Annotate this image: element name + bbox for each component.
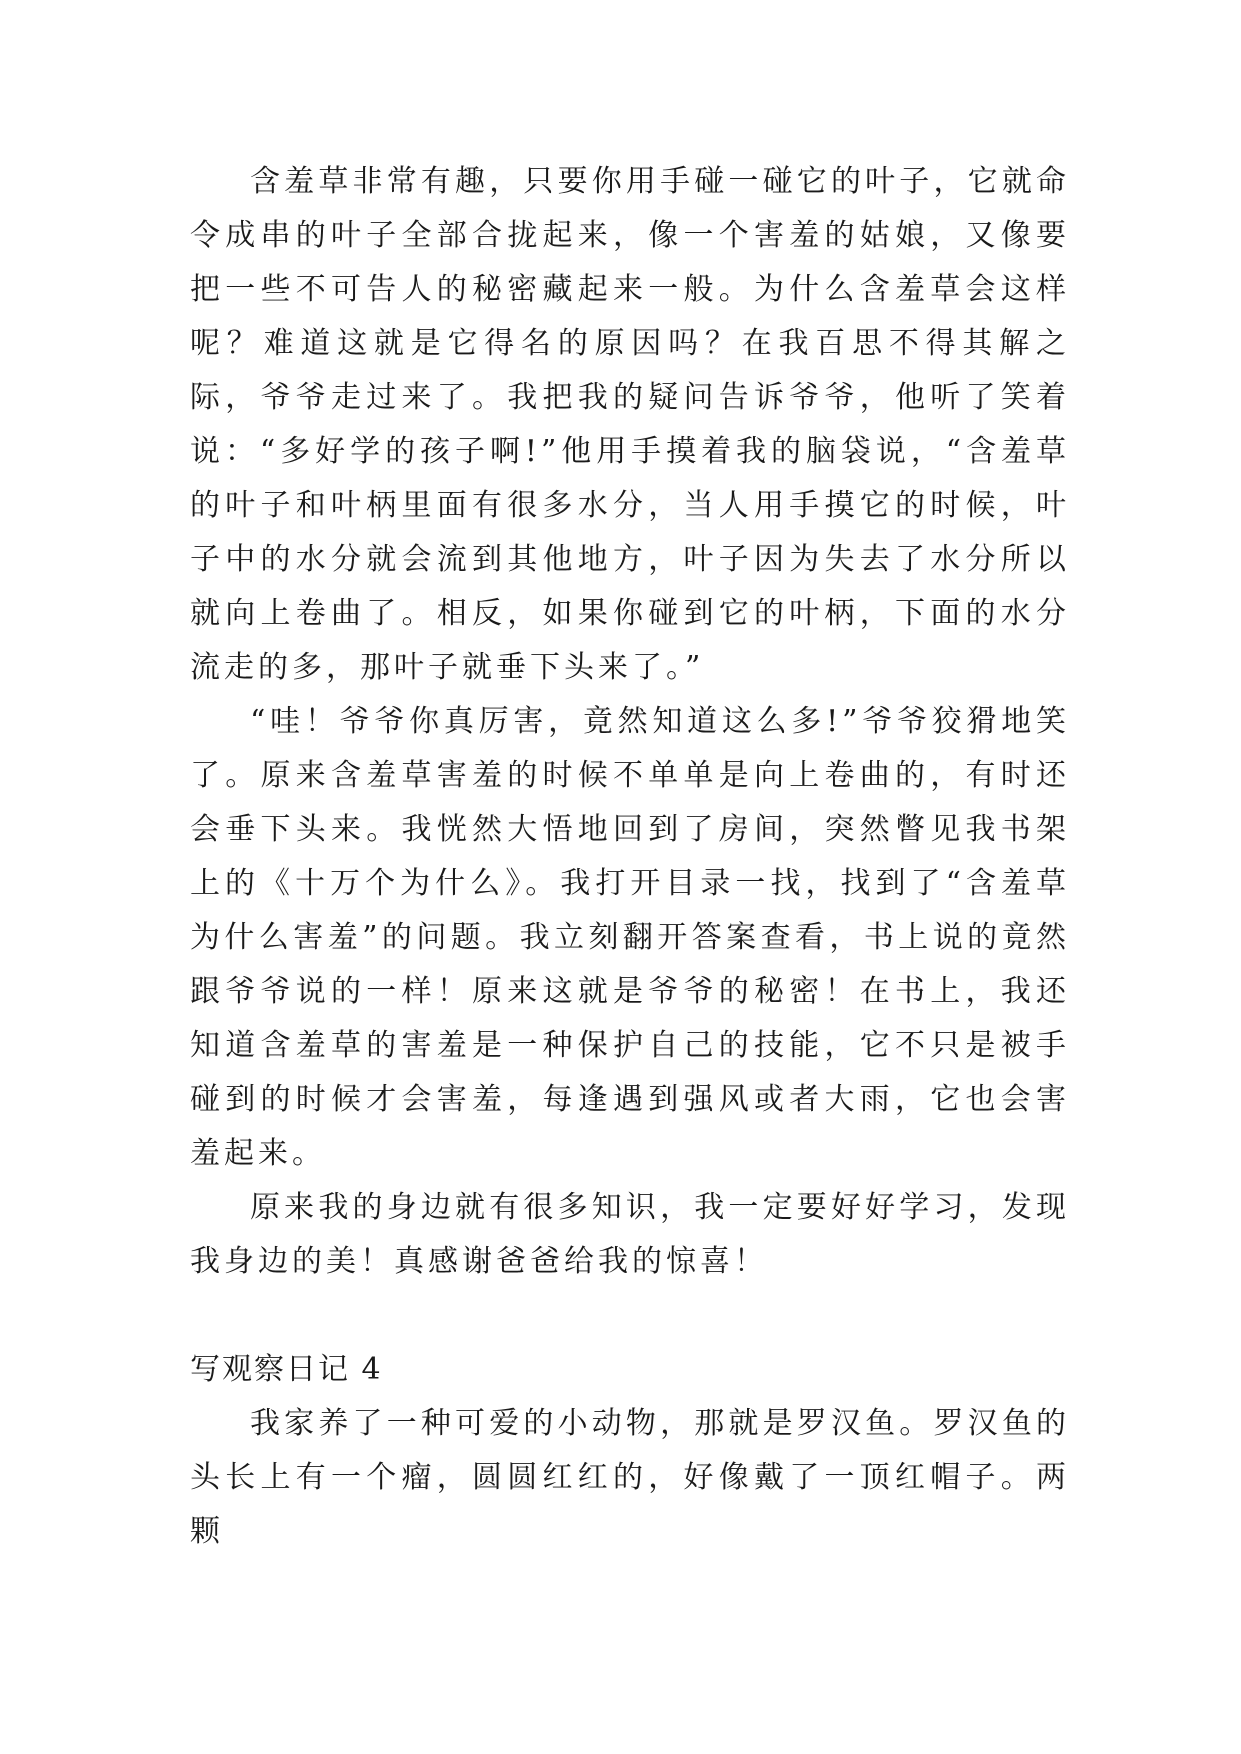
section-heading: 写观察日记 4 [190,1352,383,1387]
paragraph-1: 含羞草非常有趣，只要你用手碰一碰它的叶子，它就命令成串的叶子全部合拢起来，像一个害羞的姑娘，又像要把一些不可告人的秘密藏起来一般。为什么含羞草会这样呢？难道这就是它得名的原因吗？在我百思不得其解之际，爷爷走过来了。我把我的疑问告诉爷爷，他听了笑着说：“多好学的孩子啊!”他用手摸着我的脑袋说，“含羞草的叶子和叶柄里面有很多水分，当人用手摸它的时候，叶子中的水分就会流到其他地方，叶子因为失去了水分所以就向上卷曲了。相反，如果你碰到它的叶柄，下面的水分流走的多，那叶子就垂下头来了。” [190,164,1070,685]
document-body [190,155,1070,1559]
paragraph-3: 原来我的身边就有很多知识，我一定要好好学习，发现我身边的美！真感谢爸爸给我的惊喜！ [190,1190,1070,1279]
paragraph-4: 我家养了一种可爱的小动物，那就是罗汉鱼。罗汉鱼的头长上有一个瘤，圆圆红红的，好像戴了一顶红帽子。两颗 [190,1406,1070,1549]
paragraph-2: “哇！爷爷你真厉害，竟然知道这么多!”爷爷狡猾地笑了。原来含羞草害羞的时候不单单是向上卷曲的，有时还会垂下头来。我恍然大悟地回到了房间，突然瞥见我书架上的《十万个为什么》。我打开目录一找，找到了“含羞草为什么害羞”的问题。我立刻翻开答案查看，书上说的竟然跟爷爷说的一样！原来这就是爷爷的秘密！在书上，我还知道含羞草的害羞是一种保护自己的技能，它不只是被手碰到的时候才会害羞，每逢遇到强风或者大雨，它也会害羞起来。 [190,704,1070,1171]
